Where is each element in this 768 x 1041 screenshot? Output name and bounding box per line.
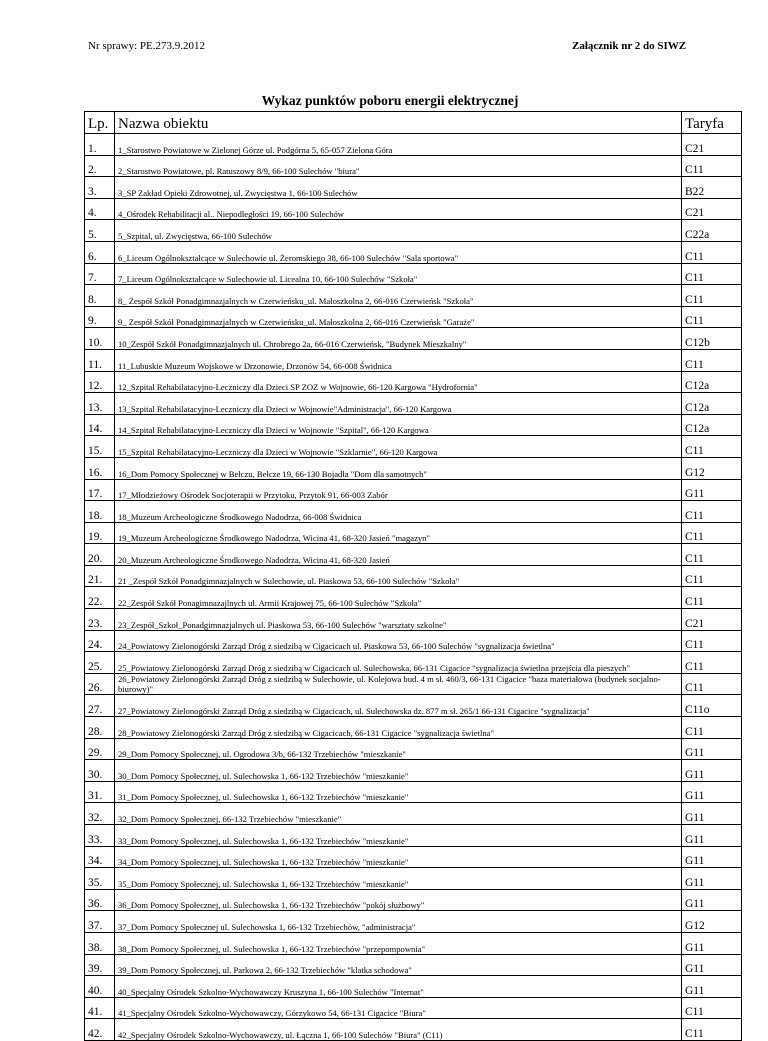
row-name: 14_Szpital Rehabilatacyjno-Leczniczy dla Dzieci w Wojnowie "Szpital", 66-120 Kargowa: [115, 414, 682, 436]
row-name: 42_Specjalny Ośrodek Szkolno-Wychowawczy, ul. Łączna 1, 66-100 Sulechów "Biura" (C11): [115, 1019, 682, 1041]
row-name: 36_Dom Pomocy Społecznej, ul. Sulechowska 1, 66-132 Trzebiechów "pokój służbowy": [115, 889, 682, 911]
table-row: [85, 587, 742, 609]
row-lp: 10.: [85, 328, 115, 350]
table-row: [85, 673, 742, 695]
row-tariff: G11: [682, 781, 742, 803]
row-tariff: C11: [682, 436, 742, 458]
row-tariff: C11: [682, 155, 742, 177]
table-row: [85, 781, 742, 803]
row-lp: 42.: [85, 1019, 115, 1041]
table-row: [85, 198, 742, 220]
row-tariff: G11: [682, 868, 742, 890]
row-lp: 30.: [85, 760, 115, 782]
row-lp: 4.: [85, 198, 115, 220]
row-name: 22_Zespół Szkół Ponagimnazajlnych ul. Armii Krajowej 75, 66-100 Sulechów "Szkoła": [115, 587, 682, 609]
row-name: 6_Liceum Ogólnokształcące w Sulechowie ul. Żeromskiego 38, 66-100 Sulechów "Sala sportowa": [115, 241, 682, 263]
row-tariff: C11: [682, 263, 742, 285]
row-tariff: C11: [682, 285, 742, 307]
row-tariff: G11: [682, 889, 742, 911]
row-lp: 19.: [85, 522, 115, 544]
row-lp: 40.: [85, 976, 115, 998]
row-tariff: C11: [682, 717, 742, 739]
row-tariff: C11: [682, 349, 742, 371]
row-lp: 26.: [85, 673, 115, 695]
row-name: 26_Powiatowy Zielonogórski Zarząd Dróg z siedzibą w Sulechowie, ul. Kolejowa bud. 4 m sł. 460/3, 66-131 Cigacice "baza materiałowa (budynek socjalno-biurowy)": [115, 673, 682, 695]
row-tariff: G11: [682, 803, 742, 825]
row-tariff: C12a: [682, 414, 742, 436]
row-tariff: G11: [682, 760, 742, 782]
table-row: [85, 630, 742, 652]
table-row: [85, 846, 742, 868]
table-row: [85, 652, 742, 674]
row-name: 32_Dom Pomocy Społecznej, 66-132 Trzebiechów "mieszkanie": [115, 803, 682, 825]
row-lp: 17.: [85, 479, 115, 501]
row-tariff: G11: [682, 954, 742, 976]
row-lp: 15.: [85, 436, 115, 458]
row-tariff: G11: [682, 479, 742, 501]
table-row: [85, 565, 742, 587]
row-name: 3_SP Zakład Opieki Zdrowotnej, ul. Zwycięstwa 1, 66-100 Sulechów: [115, 177, 682, 199]
row-lp: 3.: [85, 177, 115, 199]
document-title: Wykaz punktów poboru energii elektrycznej: [261, 93, 519, 108]
row-name: 27_Powiatowy Zielonogórski Zarząd Dróg z siedzibą w Cigacicach, ul. Sulechowska dz. 877 m sł. 265/1 66-131 Cigacice "sygnalizacja": [115, 695, 682, 717]
row-lp: 12.: [85, 371, 115, 393]
row-name: 9_ Zespół Szkół Ponadgimnazjalnych w Czerwieńsku_ul. Małoszkolna 2, 66-016 Czerwieńsk "Garaże": [115, 306, 682, 328]
row-lp: 23.: [85, 609, 115, 631]
table-row: [85, 760, 742, 782]
row-tariff: G11: [682, 932, 742, 954]
table-row: [85, 954, 742, 976]
column-header-lp: Lp.: [85, 112, 115, 134]
column-header-name: Nazwa obiektu: [115, 112, 682, 134]
row-lp: 20.: [85, 544, 115, 566]
row-name: 33_Dom Pomocy Społecznej, ul. Sulechowska 1, 66-132 Trzebiechów "mieszkanie": [115, 825, 682, 847]
table-row: [85, 976, 742, 998]
row-tariff: C11o: [682, 695, 742, 717]
table-row: [85, 738, 742, 760]
row-tariff: C11: [682, 241, 742, 263]
row-lp: 14.: [85, 414, 115, 436]
row-tariff: C11: [682, 501, 742, 523]
energy-points-table: [84, 111, 742, 1041]
row-name: 23_Zespół_Szkoł_Ponadgimnazjalnych ul. Piaskowa 53, 66-100 Sulechów "warsztaty szkolne": [115, 609, 682, 631]
row-name: 2_Starostwo Powiatowe, pl. Ratuszowy 8/9, 66-100 Sulechów "biura": [115, 155, 682, 177]
table-row: [85, 241, 742, 263]
table-row: [85, 932, 742, 954]
row-lp: 34.: [85, 846, 115, 868]
table-row: [85, 911, 742, 933]
table-row: [85, 997, 742, 1019]
row-name: 13_Szpital Rehabilatacyjno-Leczniczy dla Dzieci w Wojnowie"Administracja", 66-120 Kargowa: [115, 393, 682, 415]
row-tariff: C12a: [682, 371, 742, 393]
row-tariff: C11: [682, 997, 742, 1019]
row-lp: 33.: [85, 825, 115, 847]
row-name: 29_Dom Pomocy Społecznej, ul. Ogrodowa 3/b, 66-132 Trzebiechów "mieszkanie": [115, 738, 682, 760]
table-row: [85, 393, 742, 415]
table-row: [85, 263, 742, 285]
row-name: 34_Dom Pomocy Społecznej, ul. Sulechowska 1, 66-132 Trzebiechów "mieszkanie": [115, 846, 682, 868]
table-row: [85, 609, 742, 631]
row-tariff: C11: [682, 306, 742, 328]
row-name: 10_Zespół Szkół Ponadgimnazjalnych ul. Chrobrego 2a, 66-016 Czerwieńsk, "Budynek Mieszkalny": [115, 328, 682, 350]
row-lp: 24.: [85, 630, 115, 652]
row-lp: 22.: [85, 587, 115, 609]
row-name: 35_Dom Pomocy Społecznej, ul. Sulechowska 1, 66-132 Trzebiechów "mieszkanie": [115, 868, 682, 890]
row-name: 37_Dom Pomocy Społecznej ul. Sulechowska 1, 66-132 Trzebiechów, "administracja": [115, 911, 682, 933]
row-name: 38_Dom Pomocy Społecznej, ul. Sulechowska 1, 66-132 Trzebiechów "przepompownia": [115, 932, 682, 954]
row-lp: 37.: [85, 911, 115, 933]
row-lp: 8.: [85, 285, 115, 307]
row-lp: 38.: [85, 932, 115, 954]
row-tariff: G12: [682, 457, 742, 479]
row-tariff: C11: [682, 652, 742, 674]
row-name: 25_Powiatowy Zielonogórski Zarząd Dróg z siedzibą w Cigacicach ul. Sulechowska, 66-131 Cigacice "sygnalizacja świetlna przejścia dla pieszych": [115, 652, 682, 674]
row-name: 11_Lubuskie Muzeum Wojskowe w Drzonowie, Drzonów 54, 66-008 Świdnica: [115, 349, 682, 371]
row-lp: 1.: [85, 134, 115, 156]
row-name: 41_Specjalny Ośrodek Szkolno-Wychowawczy, Górzykowo 54, 66-131 Cigacice "Biura": [115, 997, 682, 1019]
attachment-label: Załącznik nr 2 do SIWZ: [572, 40, 687, 52]
row-lp: 18.: [85, 501, 115, 523]
row-name: 17_Młodzieżowy Ośrodek Socjoterapii w Przytoku, Przytok 91, 66-003 Zabór: [115, 479, 682, 501]
row-name: 31_Dom Pomocy Społecznej, ul. Sulechowska 1, 66-132 Trzebiechów "mieszkanie": [115, 781, 682, 803]
table-row: [85, 220, 742, 242]
row-tariff: C11: [682, 544, 742, 566]
table-header-row: [85, 112, 742, 134]
column-header-tariff: Taryfa: [682, 112, 742, 134]
row-tariff: C21: [682, 134, 742, 156]
row-tariff: G11: [682, 976, 742, 998]
row-tariff: C21: [682, 609, 742, 631]
table-row: [85, 803, 742, 825]
row-name: 12_Szpital Rehabilatacyjno-Leczniczy dla Dzieci SP ZOZ w Wojnowie, 66-120 Kargowa "Hydrofornia": [115, 371, 682, 393]
row-tariff: C11: [682, 673, 742, 695]
table-row: [85, 177, 742, 199]
row-tariff: G11: [682, 846, 742, 868]
row-lp: 39.: [85, 954, 115, 976]
row-tariff: G12: [682, 911, 742, 933]
row-lp: 41.: [85, 997, 115, 1019]
row-tariff: B22: [682, 177, 742, 199]
row-lp: 29.: [85, 738, 115, 760]
table-row: [85, 285, 742, 307]
row-tariff: G11: [682, 738, 742, 760]
row-lp: 25.: [85, 652, 115, 674]
row-name: 7_Liceum Ogólnokształcące w Sulechowie ul. Licealna 10, 66-100 Sulechów "Szkoła": [115, 263, 682, 285]
table-row: [85, 717, 742, 739]
table-row: [85, 328, 742, 350]
table-row: [85, 306, 742, 328]
row-lp: 13.: [85, 393, 115, 415]
table-row: [85, 414, 742, 436]
row-lp: 11.: [85, 349, 115, 371]
table-row: [85, 134, 742, 156]
row-lp: 28.: [85, 717, 115, 739]
row-lp: 7.: [85, 263, 115, 285]
table-body: [85, 134, 742, 1041]
row-lp: 16.: [85, 457, 115, 479]
row-name: 8_ Zespół Szkół Ponadgimnazjalnych w Czerwieńsku_ul. Małoszkolna 2, 66-016 Czerwieńsk "Szkoła": [115, 285, 682, 307]
row-lp: 21.: [85, 565, 115, 587]
table-row: [85, 349, 742, 371]
row-tariff: C12a: [682, 393, 742, 415]
table-row: [85, 695, 742, 717]
table-row: [85, 479, 742, 501]
row-tariff: C11: [682, 1019, 742, 1041]
row-tariff: C11: [682, 565, 742, 587]
case-number: Nr sprawy: PE.273.9.2012: [88, 40, 206, 52]
table-row: [85, 825, 742, 847]
table-row: [85, 371, 742, 393]
row-lp: 5.: [85, 220, 115, 242]
row-name: 39_Dom Pomocy Społecznej, ul. Parkowa 2, 66-132 Trzebiechów "klatka schodowa": [115, 954, 682, 976]
row-lp: 36.: [85, 889, 115, 911]
row-lp: 35.: [85, 868, 115, 890]
row-tariff: C11: [682, 587, 742, 609]
row-name: 40_Specjalny Ośrodek Szkolno-Wychowawczy Kruszyna 1, 66-100 Sulechów "Internat": [115, 976, 682, 998]
row-name: 24_Powiatowy Zielonogórski Zarząd Dróg z siedzibą w Cigacicach ul. Piaskowa 53, 66-100 Sulechów "sygnalizacja świetlna": [115, 630, 682, 652]
table-row: [85, 1019, 742, 1041]
table-row: [85, 457, 742, 479]
row-lp: 2.: [85, 155, 115, 177]
row-name: 19_Muzeum Archeologiczne Środkowego Nadodrza, Wicina 41, 68-320 Jasień "magazyn": [115, 522, 682, 544]
row-tariff: C22a: [682, 220, 742, 242]
row-name: 30_Dom Pomocy Społecznej, ul. Sulechowska 1, 66-132 Trzebiechów "mieszkanie": [115, 760, 682, 782]
row-name: 16_Dom Pomocy Społecznej w Bełczu, Bełcze 19, 66-130 Bojadła "Dom dla samotnych": [115, 457, 682, 479]
row-name: 18_Muzeum Archeologiczne Środkowego Nadodrza, 66-008 Świdnica: [115, 501, 682, 523]
row-name: 20_Muzeum Archeologiczne Środkowego Nadodrza, Wicina 41, 68-320 Jasień: [115, 544, 682, 566]
table-row: [85, 544, 742, 566]
row-lp: 32.: [85, 803, 115, 825]
row-name: 21 _Zespół Szkół Ponadgimnazjalnych w Sulechowie, ul. Piaskowa 53, 66-100 Sulechów "Szkoła": [115, 565, 682, 587]
row-name: 5_Szpital, ul. Zwycięstwa, 66-100 Sulechów: [115, 220, 682, 242]
row-tariff: G11: [682, 825, 742, 847]
row-tariff: C12b: [682, 328, 742, 350]
row-lp: 27.: [85, 695, 115, 717]
row-lp: 6.: [85, 241, 115, 263]
table-row: [85, 155, 742, 177]
row-name: 15_Szpital Rehabilatacyjno-Leczniczy dla Dzieci w Wojnowie "Szklarnie", 66-120 Kargowa: [115, 436, 682, 458]
row-name: 28_Powiatowy Zielonogórski Zarząd Dróg z siedzibą w Cigacicach, 66-131 Cigacice "sygnalizacja świetlna": [115, 717, 682, 739]
table-row: [85, 889, 742, 911]
table-row: [85, 501, 742, 523]
row-name: 4_Ośrodek Rehabilitacji al.. Niepodległości 19, 66-100 Sulechów: [115, 198, 682, 220]
row-tariff: C11: [682, 630, 742, 652]
table-row: [85, 522, 742, 544]
row-name: 1_Starostwo Powiatowe w Zielonej Górze ul. Podgórna 5, 65-057 Zielona Góra: [115, 134, 682, 156]
table-row: [85, 868, 742, 890]
row-tariff: C11: [682, 522, 742, 544]
row-tariff: C21: [682, 198, 742, 220]
row-lp: 31.: [85, 781, 115, 803]
row-lp: 9.: [85, 306, 115, 328]
table-row: [85, 436, 742, 458]
